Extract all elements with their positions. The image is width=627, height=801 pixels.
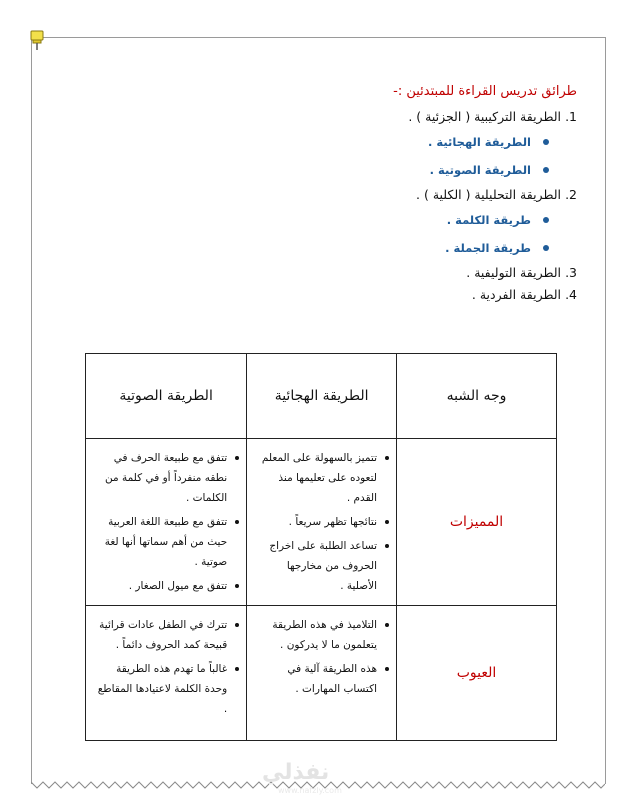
- table-cell: [86, 439, 247, 606]
- item-number: 4.: [565, 287, 577, 302]
- table-cell: [247, 606, 397, 741]
- sub-item: [60, 128, 577, 156]
- list-item: تتميز بالسهولة على المعلم لتعوده على تعليمها منذ القدم .: [254, 448, 377, 508]
- list-item: تتفق مع ميول الصغار .: [93, 576, 227, 596]
- header-cell: وجه الشبه: [397, 354, 557, 439]
- numbered-item: [60, 106, 577, 128]
- method-1: [60, 106, 577, 184]
- table-header-row: [86, 354, 557, 439]
- list-item: تساعد الطلبة على اخراج الحروف من مخارجها الأصلية .: [254, 536, 377, 596]
- list-item: التلاميذ في هذه الطريقة يتعلمون ما لا يدركون .: [254, 615, 377, 655]
- table-cell: [86, 606, 247, 741]
- sub-item-text: الطريقة الصوتية .: [429, 163, 531, 177]
- list-item: نتائجها تظهر سريعاً .: [254, 512, 377, 532]
- list-item: تتفق مع طبيعة الحرف في نطقه منفرداً أو في كلمة من الكلمات .: [93, 448, 227, 508]
- list-item: غالباً ما تهدم هذه الطريقة وحدة الكلمة لاعتيادها المقاطع .: [93, 659, 227, 719]
- header-cell: الطريقة الصوتية: [86, 354, 247, 439]
- header-cell: الطريقة الهجائية: [247, 354, 397, 439]
- bullet-icon: [543, 167, 549, 173]
- item-text: الطريقة الفردية .: [471, 287, 561, 302]
- sub-item-text: طريقة الجملة .: [445, 241, 531, 255]
- table-cell: [247, 439, 397, 606]
- list-item: تتفق مع طبيعة اللغة العربية حيث من أهم سماتها أنها لغة صوتية .: [93, 512, 227, 572]
- method-2: [60, 184, 577, 262]
- item-text: الطريقة التركيبية ( الجزئية ) .: [408, 109, 561, 124]
- item-text: الطريقة التوليفية .: [466, 265, 561, 280]
- sub-item: [60, 206, 577, 234]
- document-body: [60, 84, 577, 306]
- watermark-logo: نفذلي: [262, 760, 330, 785]
- pushpin-icon[interactable]: [27, 29, 47, 51]
- page-title: طرائق تدريس القراءة للمبتدئين :-: [393, 84, 577, 99]
- list-item: تترك في الطفل عادات قرائية قبيحة كمد الحروف دائماً .: [93, 615, 227, 655]
- bullet-icon: [543, 217, 549, 223]
- numbered-item: [60, 184, 577, 206]
- table-row: [86, 606, 557, 741]
- sub-item: [60, 156, 577, 184]
- item-number: 3.: [565, 265, 577, 280]
- item-number: 2.: [565, 187, 577, 202]
- comparison-table: [85, 353, 557, 741]
- numbered-item: [60, 284, 577, 306]
- row-label: العيوب: [397, 606, 557, 741]
- watermark-url: www.nafzly.com: [278, 786, 342, 795]
- sub-item-text: الطريقة الهجائية .: [427, 135, 531, 149]
- bullet-icon: [543, 245, 549, 251]
- table-row: [86, 439, 557, 606]
- sub-item: [60, 234, 577, 262]
- item-number: 1.: [565, 109, 577, 124]
- list-item: هذه الطريقة آلية في اكتساب المهارات .: [254, 659, 377, 699]
- numbered-item: [60, 262, 577, 284]
- row-label: المميزات: [397, 439, 557, 606]
- bullet-icon: [543, 139, 549, 145]
- sub-item-text: طريقة الكلمة .: [446, 213, 531, 227]
- item-text: الطريقة التحليلية ( الكلية ) .: [416, 187, 561, 202]
